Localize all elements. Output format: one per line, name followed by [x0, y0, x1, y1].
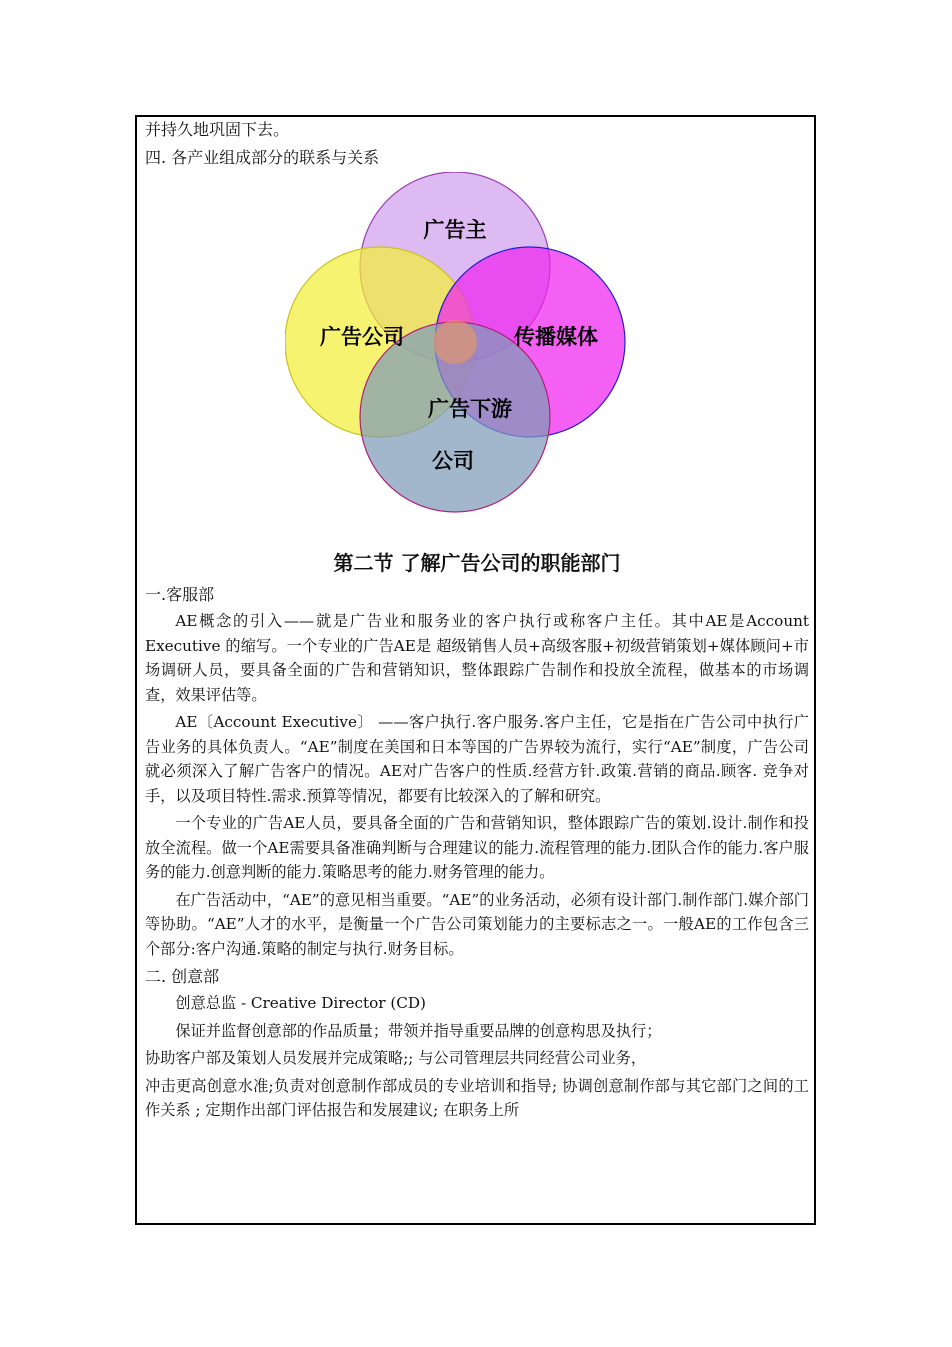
label-downstream-1: 广告下游 [428, 397, 512, 421]
cd-title: 创意总监 - Creative Director (CD) [175, 994, 426, 1012]
cd-paragraph-1: 保证并监督创意部的作品质量；带领并指导重要品牌的创意构思及执行； [175, 1021, 662, 1040]
venn-svg [285, 172, 635, 517]
ae-paragraph-1: AE概念的引入——就是广告业和服务业的客户执行或称客户主任。其中AE是Account Executive 的缩写。一个专业的广告AE是 超级销售人员+高级客服+初级营销策划+媒体顾问+市场调研人员，要具备全面的广告和营销知识，整体跟踪广告制作和投放全流程，做基本的市场调查，效果评估等。 [145, 612, 809, 704]
ae-paragraph-2: AE〔Account Executive〕 ——客户执行.客户服务.客户主任，它是指在广告公司中执行广告业务的具体负责人。“AE”制度在美国和日本等国的广告界较为流行，实行“AE”制度，广告公司就必须深入了解广告客户的情况。AE对广告客户的性质.经营方针.政策.营销的商品.顾客. 竞争对手，以及项目特性.需求.预算等情况，都要有比较深入的了解和研究。 [145, 713, 809, 805]
dept2-heading: 二. 创意部 [145, 967, 220, 986]
section4-heading: 四. 各产业组成部分的联系与关系 [145, 148, 380, 167]
cd-paragraph-2: 协助客户部及策划人员发展并完成策略;; 与公司管理层共同经营公司业务， [145, 1049, 647, 1067]
intro-line: 并持久地巩固下去。 [145, 120, 290, 139]
venn-diagram [285, 172, 635, 517]
label-agency: 广告公司 [320, 325, 404, 349]
cell-content [145, 117, 809, 1119]
ae-paragraph-3: 一个专业的广告AE人员，要具备全面的广告和营销知识，整体跟踪广告的策划.设计.制作和投放全流程。做一个AE需要具备准确判断与合理建议的能力.流程管理的能力.团队合作的能力.客户服务的能力.创意判断的能力.策略思考的能力.财务管理的能力。 [145, 814, 809, 881]
label-advertiser: 广告主 [423, 218, 487, 242]
label-media: 传播媒体 [514, 325, 598, 349]
cd-paragraph-3: 冲击更高创意水准;负责对创意制作部成员的专业培训和指导; 协调创意制作部与其它部门之间的工作关系 ; 定期作出部门评估报告和发展建议; 在职务上所 [145, 1076, 809, 1119]
center-overlap [433, 320, 477, 364]
body-text [145, 582, 809, 1126]
label-downstream-2: 公司 [432, 449, 474, 473]
document-table-cell [135, 115, 816, 1225]
dept1-heading: 一.客服部 [145, 585, 215, 604]
ae-paragraph-4: 在广告活动中，“AE”的意见相当重要。“AE”的业务活动，必须有设计部门.制作部门.媒介部门等协助。“AE”人才的水平，是衡量一个广告公司策划能力的主要标志之一。一般AE的工作包含三个部分:客户沟通.策略的制定与执行.财务目标。 [145, 890, 809, 958]
section-title: 第二节 了解广告公司的职能部门 [333, 551, 621, 575]
